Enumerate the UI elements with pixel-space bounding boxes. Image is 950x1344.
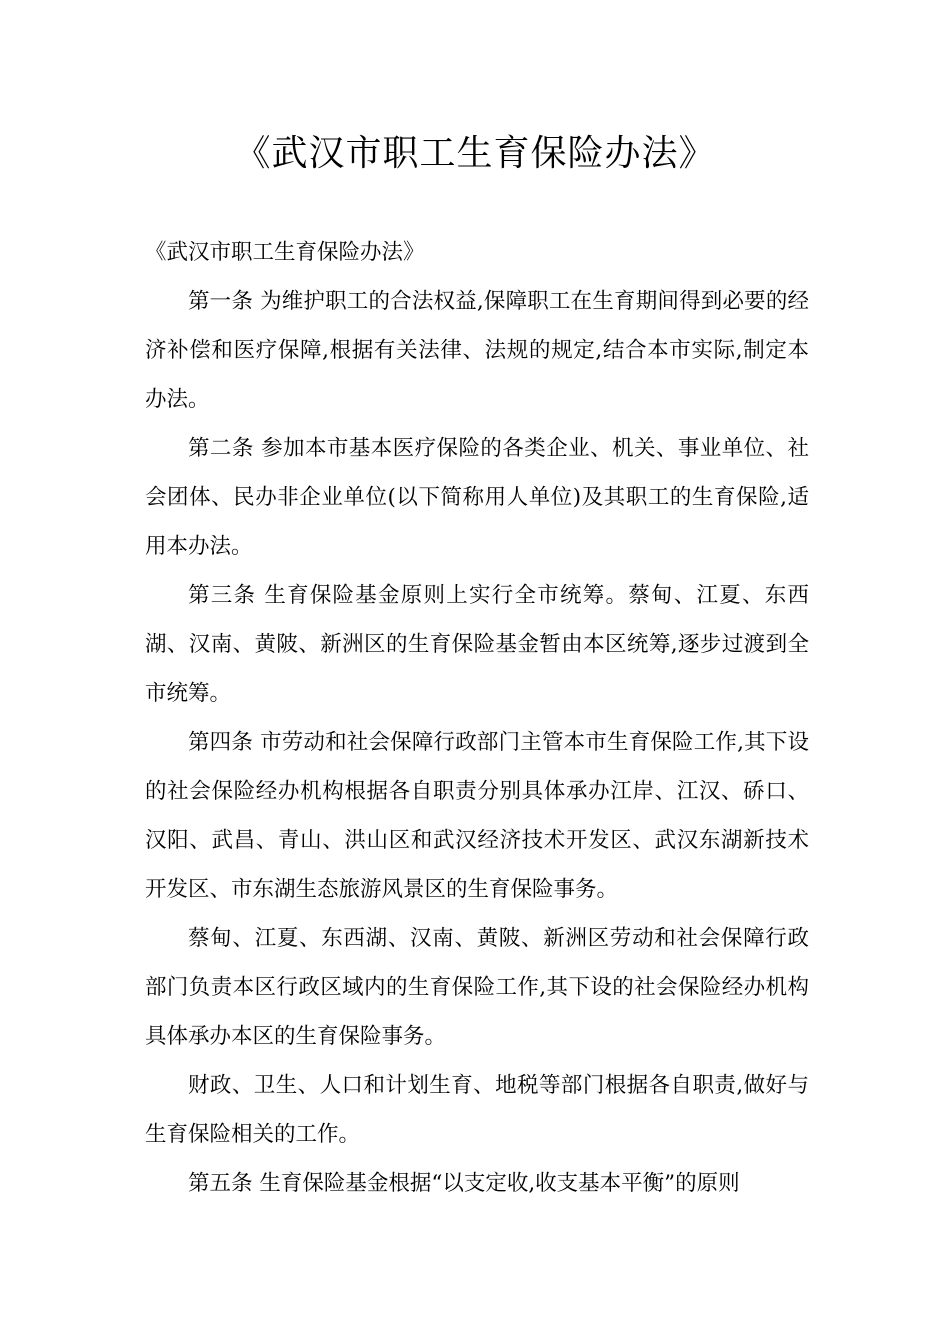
article-3-paragraph: 第三条 生育保险基金原则上实行全市统筹。蔡甸、江夏、东西湖、汉南、黄陂、新洲区的生育保险基金暂由本区统筹,逐步过渡到全市统筹。 <box>145 583 809 706</box>
article-4-paragraph: 第四条 市劳动和社会保障行政部门主管本市生育保险工作,其下设的社会保险经办机构根据各自职责分别具体承办江岸、江汉、硚口、汉阳、武昌、青山、洪山区和武汉经济技术开发区、武汉东湖新技术开发区、市东湖生态旅游风景区的生育保险事务。 <box>145 730 809 902</box>
article-4-district-paragraph: 蔡甸、江夏、东西湖、汉南、黄陂、新洲区劳动和社会保障行政部门负责本区行政区域内的生育保险工作,其下设的社会保险经办机构具体承办本区的生育保险事务。 <box>145 926 809 1049</box>
article-5-paragraph: 第五条 生育保险基金根据“以支定收,收支基本平衡”的原则 <box>188 1171 740 1196</box>
article-2-paragraph: 第二条 参加本市基本医疗保险的各类企业、机关、事业单位、社会团体、民办非企业单位(以下简称用人单位)及其职工的生育保险,适用本办法。 <box>145 436 809 559</box>
article-4-departments-paragraph: 财政、卫生、人口和计划生育、地税等部门根据各自职责,做好与生育保险相关的工作。 <box>145 1073 809 1147</box>
document-title: 《武汉市职工生育保险办法》 <box>234 133 716 174</box>
article-1-paragraph: 第一条 为维护职工的合法权益,保障职工在生育期间得到必要的经济补偿和医疗保障,根据有关法律、法规的规定,结合本市实际,制定本办法。 <box>145 289 809 412</box>
document-subtitle: 《武汉市职工生育保险办法》 <box>145 240 425 265</box>
document-body <box>145 228 809 1208</box>
